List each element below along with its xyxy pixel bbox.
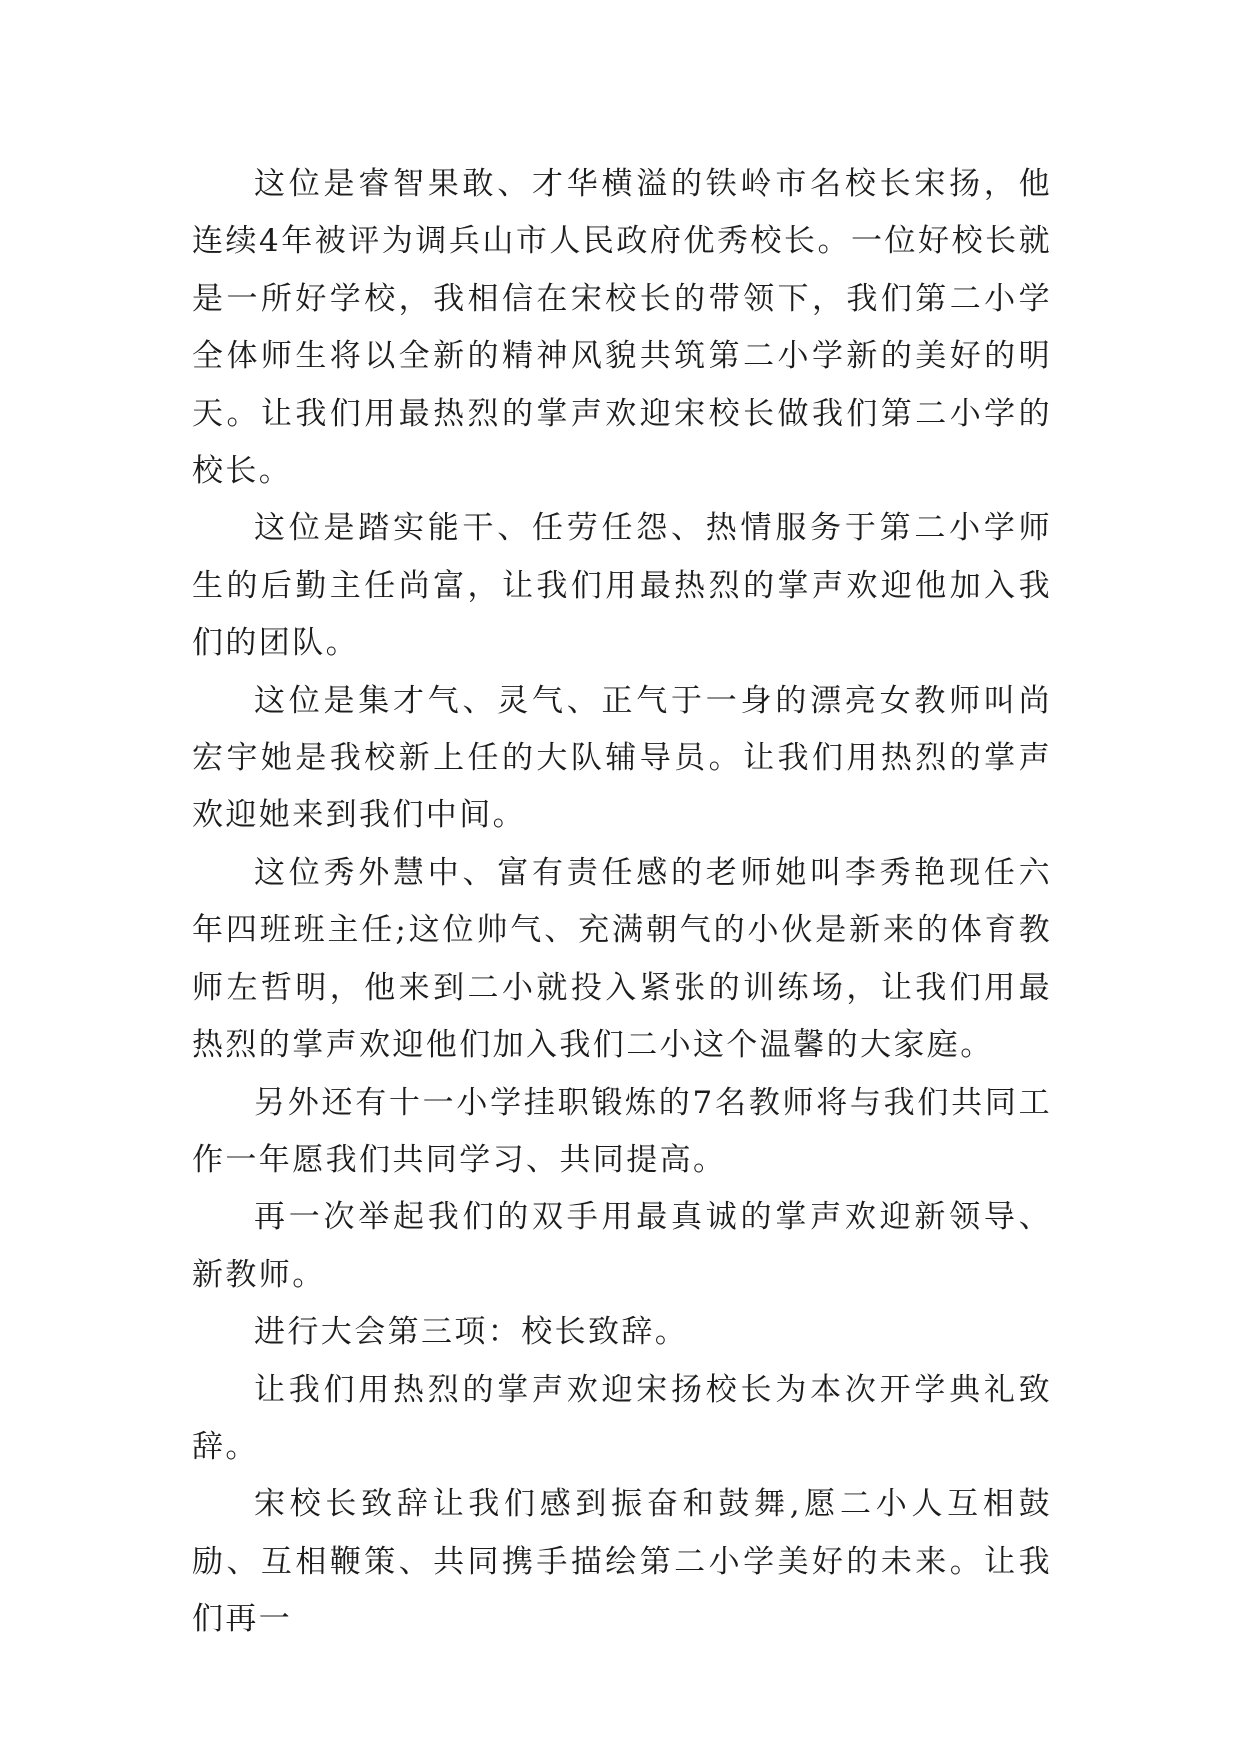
document-body: [192, 156, 1052, 1649]
paragraph-brigade-counselor: 这位是集才气、灵气、正气于一身的漂亮女教师叫尚宏宇她是我校新上任的大队辅导员。让我们用热烈的掌声欢迎她来到我们中间。: [192, 682, 1052, 834]
paragraph-new-teachers: 这位秀外慧中、富有责任感的老师她叫李秀艳现任六年四班班主任;这位帅气、充满朝气的小伙是新来的体育教师左哲明，他来到二小就投入紧张的训练场，让我们用最热烈的掌声欢迎他们加入我们二小这个温馨的大家庭。: [192, 854, 1052, 1064]
paragraph-agenda-item-three: 进行大会第三项：校长致辞。: [254, 1314, 689, 1351]
paragraph-logistics-director: 这位是踏实能干、任劳任怨、热情服务于第二小学师生的后勤主任尚富，让我们用最热烈的掌声欢迎他加入我们的团队。: [192, 510, 1052, 662]
paragraph-speech-response: 宋校长致辞让我们感到振奋和鼓舞,愿二小人互相鼓励、互相鞭策、共同携手描绘第二小学美好的未来。让我们再一: [192, 1486, 1052, 1638]
paragraph-applause: 再一次举起我们的双手用最真诚的掌声欢迎新领导、新教师。: [192, 1199, 1052, 1293]
paragraph-principal-intro: 这位是睿智果敢、才华横溢的铁岭市名校长宋扬，他连续4年被评为调兵山市人民政府优秀校长。一位好校长就是一所好学校，我相信在宋校长的带领下，我们第二小学全体师生将以全新的精神风貌共筑第二小学新的美好的明天。让我们用最热烈的掌声欢迎宋校长做我们第二小学的校长。: [192, 166, 1052, 490]
paragraph-welcome-speech: 让我们用热烈的掌声欢迎宋扬校长为本次开学典礼致辞。: [192, 1371, 1052, 1465]
paragraph-secondment-teachers: 另外还有十一小学挂职锻炼的7名教师将与我们共同工作一年愿我们共同学习、共同提高。: [192, 1084, 1052, 1178]
